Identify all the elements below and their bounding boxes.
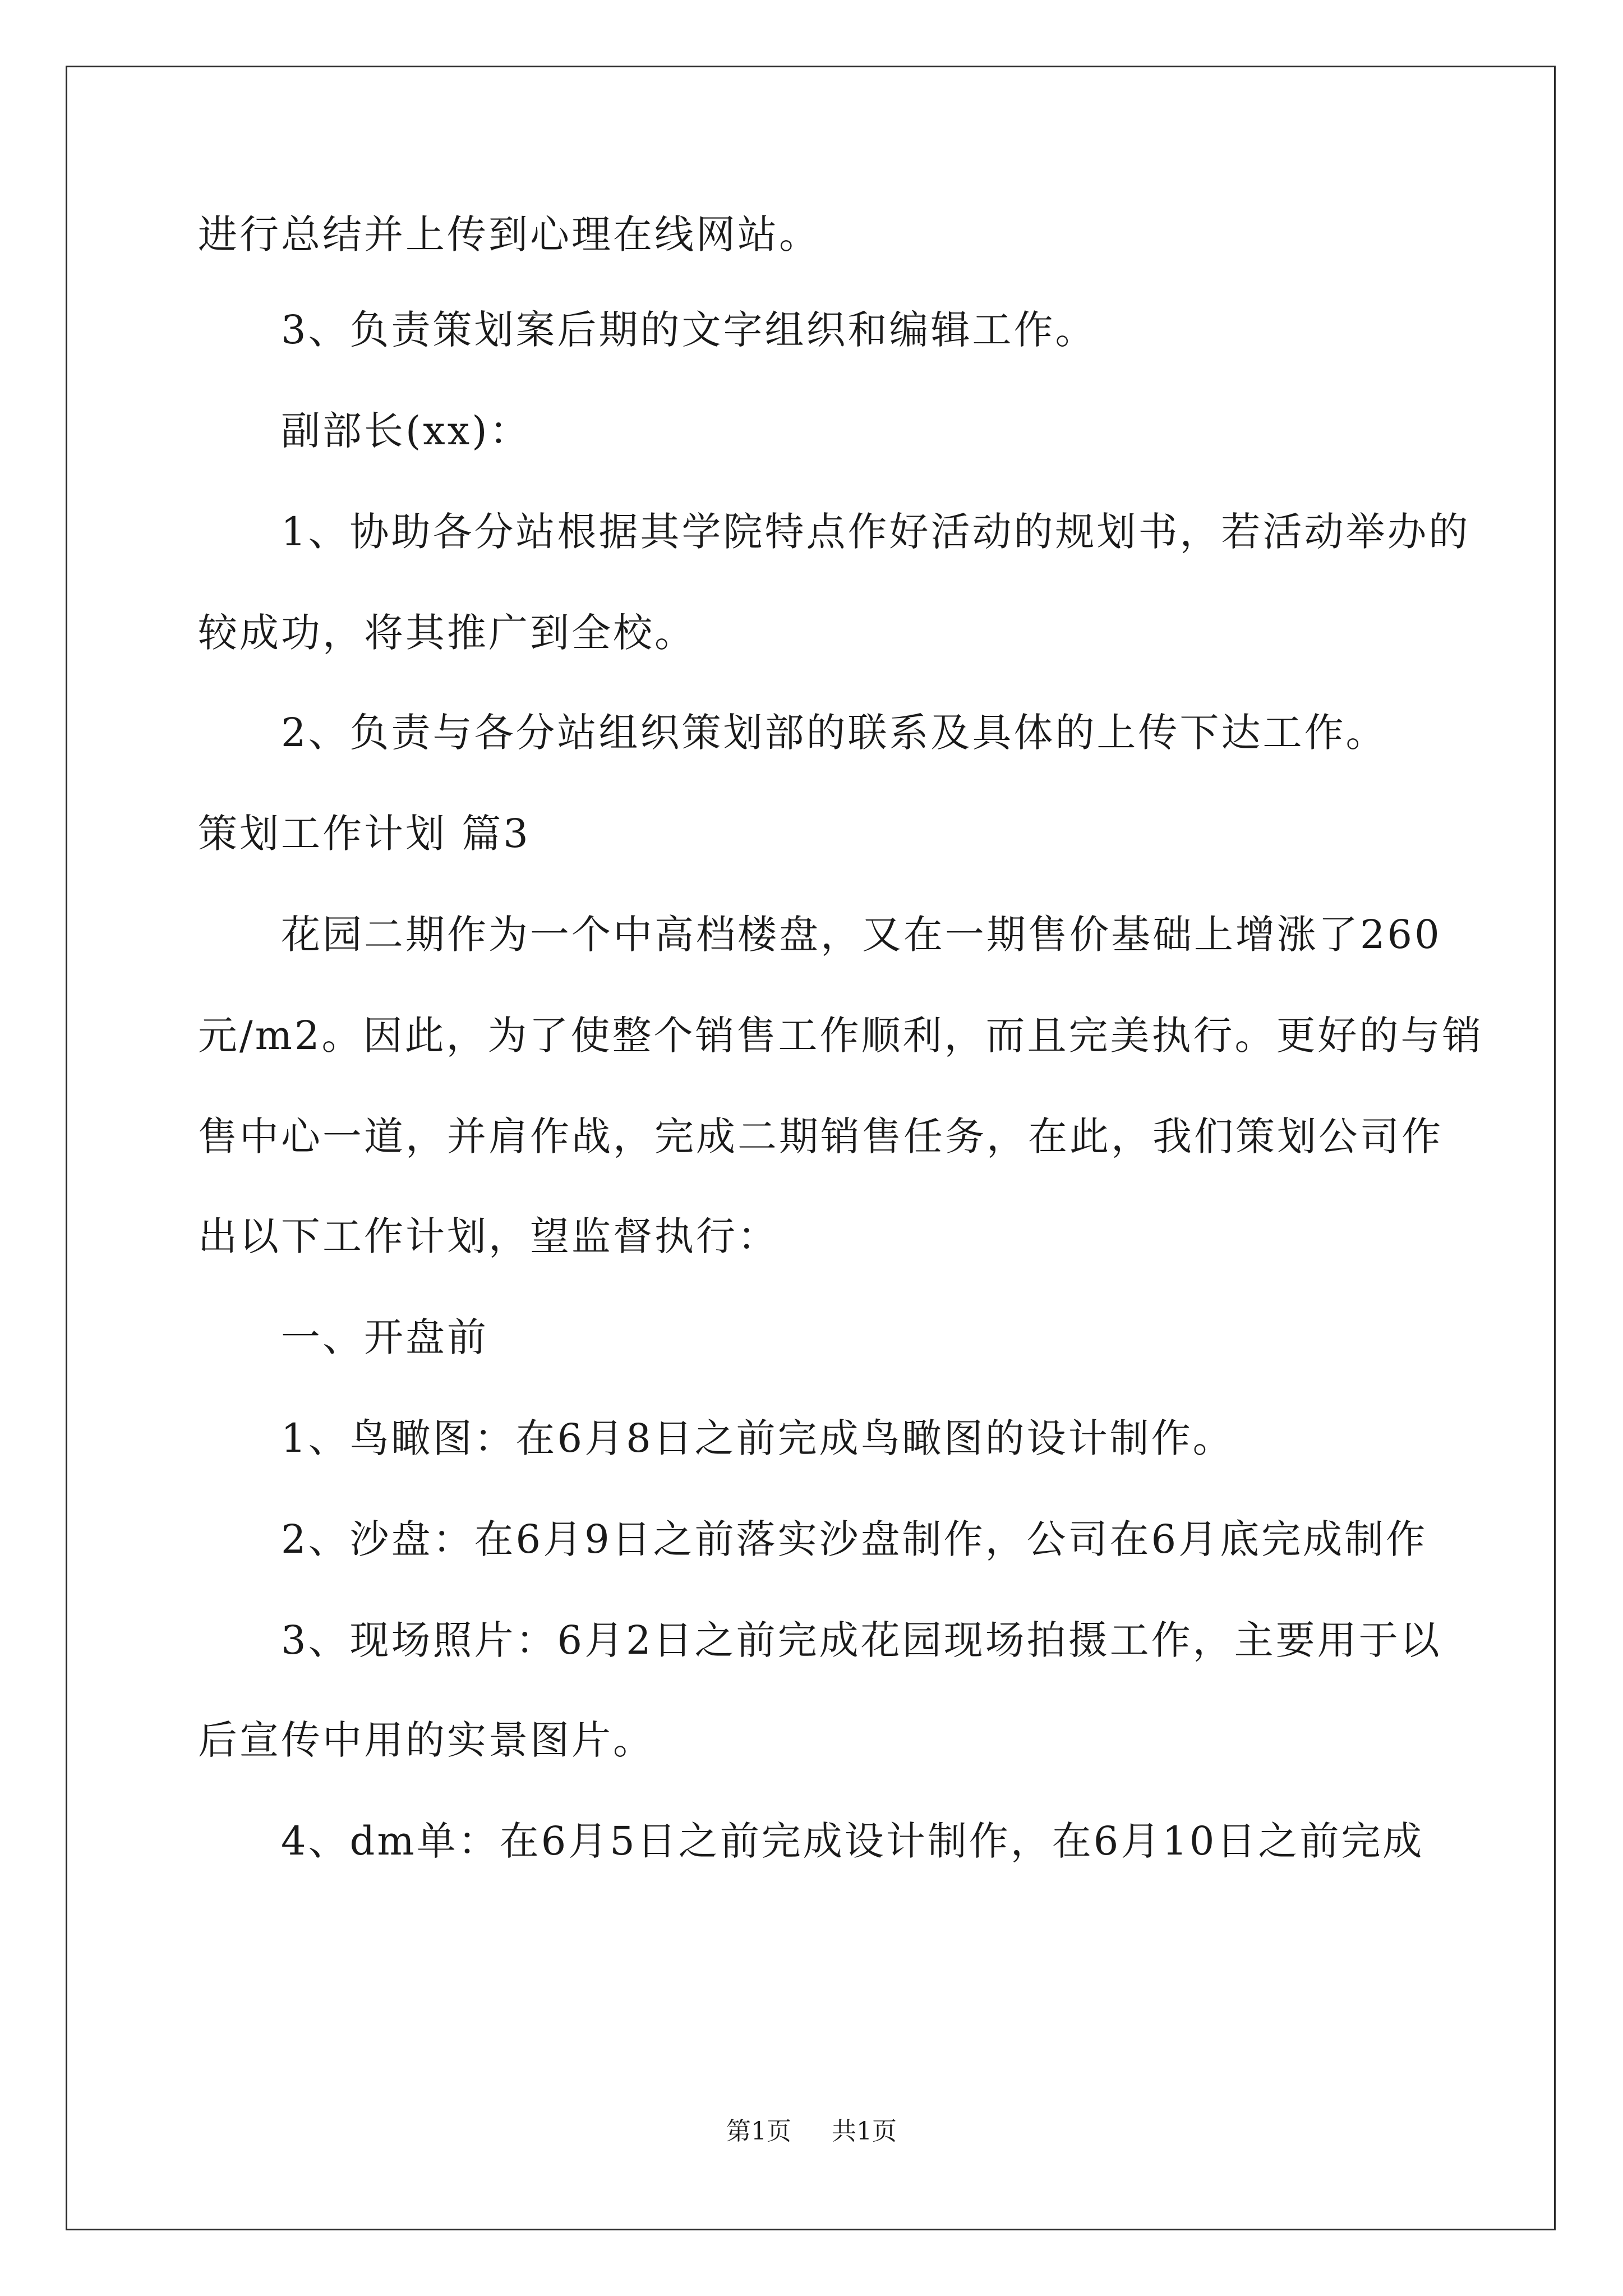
text-line: 3、现场照片：6月2日之前完成花园现场拍摄工作，主要用于以 xyxy=(281,1617,1442,1663)
text-line: 4、dm单：在6月5日之前完成设计制作，在6月10日之前完成 xyxy=(281,1818,1424,1864)
text-line: 3、负责策划案后期的文字组织和编辑工作。 xyxy=(281,307,1097,353)
text-line: 1、协助各分站根据其学院特点作好活动的规划书，若活动举办的 xyxy=(281,509,1470,555)
page-number: 第1页 xyxy=(726,2117,791,2146)
page-total: 共1页 xyxy=(832,2117,897,2146)
text-line: 花园二期作为一个中高档楼盘，又在一期售价基础上增涨了260 xyxy=(281,912,1442,958)
text-line: 后宣传中用的实景图片。 xyxy=(198,1717,654,1763)
text-line: 副部长(xx)： xyxy=(281,408,531,454)
text-line: 一、开盘前 xyxy=(281,1314,488,1360)
page-footer xyxy=(0,2115,1623,2148)
text-line: 2、沙盘：在6月9日之前落实沙盘制作，公司在6月底完成制作 xyxy=(281,1516,1428,1562)
text-line: 元/m2。因此，为了使整个销售工作顺利，而且完美执行。更好的与销 xyxy=(198,1013,1484,1059)
text-line: 2、负责与各分站组织策划部的联系及具体的上传下达工作。 xyxy=(281,710,1387,756)
text-line: 售中心一道，并肩作战，完成二期销售任务，在此，我们策划公司作 xyxy=(198,1114,1443,1159)
section-heading: 策划工作计划 篇3 xyxy=(198,811,531,857)
text-line: 出以下工作计划，望监督执行： xyxy=(198,1213,779,1259)
text-line: 较成功，将其推广到全校。 xyxy=(198,610,696,656)
text-line: 进行总结并上传到心理在线网站。 xyxy=(198,211,820,257)
text-line: 1、鸟瞰图：在6月8日之前完成鸟瞰图的设计制作。 xyxy=(281,1415,1234,1461)
